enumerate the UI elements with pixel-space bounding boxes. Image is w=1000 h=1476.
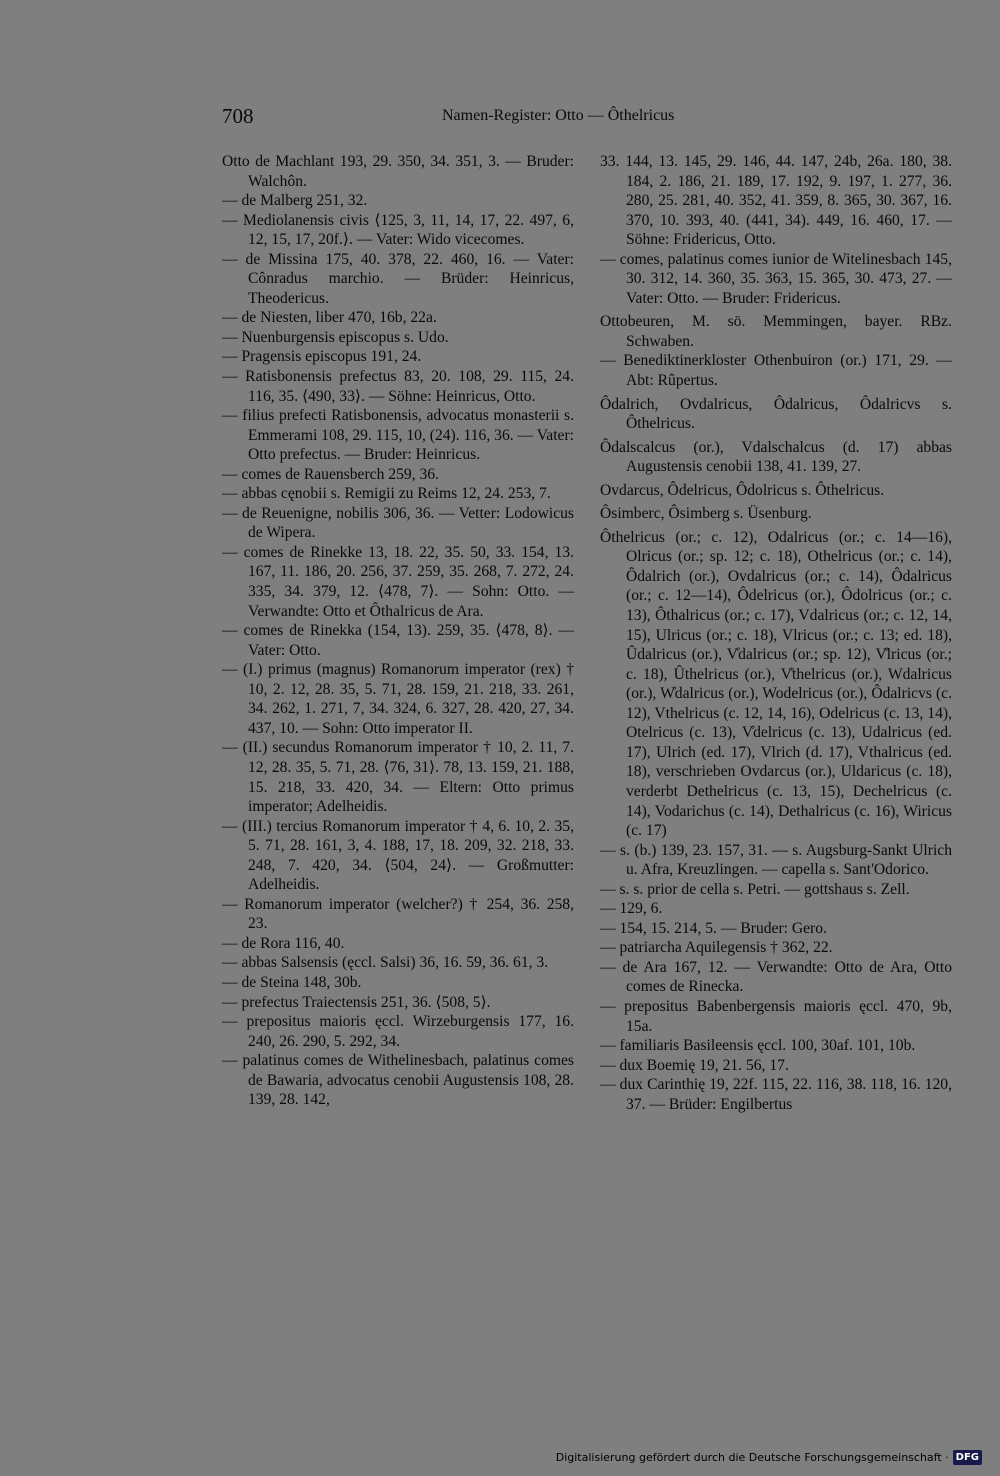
index-entry: — comes, palatinus comes iunior de Witelinesbach 145, 30. 312, 14. 360, 35. 363, 15. 365, 30. 473, 27. — Vater: Otto. — Bruder: Fridericus. [600,250,952,307]
index-entry: Ottobeuren, M. sö. Memmingen, bayer. RBz. Schwaben. [600,313,952,350]
index-entry: Otto de Machlant 193, 29. 350, 34. 351, 3. — Bruder: Walchôn. [222,153,574,190]
running-head: Namen-Register: Otto — Ôthelricus [442,107,675,124]
index-entry: Ôdalscalcus (or.), Vdalschalcus (d. 17) abbas Augustensis cenobii 138, 41. 139, 27. [600,438,952,476]
index-entry: — abbas cęnobii s. Remigii zu Reims 12, 24. 253, 7. [222,485,551,503]
index-entry: — dux Carinthię 19, 22f. 115, 22. 116, 38. 118, 16. 120, 37. — Brüder: Engilbertus [600,1076,952,1113]
index-entry: — (I.) primus (magnus) Romanorum imperator (rex) † 10, 2. 12, 28. 35, 5. 71, 28. 159, 21. 218, 33. 261, 34. 262, 1. 271, 7, 34. 324, 6. 327, 28. 420, 27, 34. 437, 10. — Sohn: Otto imperator II. [222,661,574,737]
index-entry: — Nuenburgensis episcopus s. Udo. [222,328,449,346]
index-entry: — (III.) tercius Romanorum imperator † 4, 6. 10, 2. 35, 5. 71, 28. 161, 3, 4. 188, 17, 18. 209, 32. 218, 33. 248, 7. 420, 34. ⟨504, 24⟩. — Großmutter: Adelheidis. [222,817,574,894]
index-entry: — Ratisbonensis prefectus 83, 20. 108, 29. 115, 24. 116, 35. ⟨490, 33⟩. — Söhne: Heinricus, Otto. [222,368,574,405]
index-entry: — de Ara 167, 12. — Verwandte: Otto de Ara, Otto comes de Rinecka. [600,958,952,996]
dfg-logo: DFG [953,1450,982,1465]
index-entry: — Pragensis episcopus 191, 24. [222,348,422,366]
index-entry: — comes de Rauensberch 259, 36. [222,465,439,483]
index-entry: — comes de Rinekke 13, 18. 22, 35. 50, 33. 154, 13. 167, 11. 186, 20. 256, 37. 259, 35. 268, 7. 272, 24. 335, 34. 379, 12. ⟨478, 7⟩. — Sohn: Otto. — Verwandte: Otto et Ôthalricus de Ara. [222,543,574,620]
index-entry: — 154, 15. 214, 5. — Bruder: Gero. [600,919,827,937]
index-entry: — abbas Salsensis (ęccl. Salsi) 36, 16. 59, 36. 61, 3. [222,954,549,972]
index-entry: — familiaris Basileensis ęccl. 100, 30af. 101, 10b. [600,1037,916,1055]
left-column [222,152,574,1110]
index-entry: — de Missina 175, 40. 378, 22. 460, 16. — Vater: Cônradus marchio. — Brüder: Heinricus, Theodericus. [222,250,574,307]
index-entry: — prepositus maioris ęccl. Wirzeburgensis 177, 16. 240, 26. 290, 5. 292, 34. [222,1013,574,1050]
page-header [222,104,954,132]
index-entry: — de Reuenigne, nobilis 306, 36. — Vetter: Lodowicus de Wipera. [222,504,574,542]
index-entry: — Benediktinerkloster Othenbuiron (or.) 171, 29. — Abt: Rûpertus. [600,352,952,390]
index-entry: — comes de Rinekka (154, 13). 259, 35. ⟨478, 8⟩. — Vater: Otto. [222,622,574,659]
index-entry: — prefectus Traiectensis 251, 36. ⟨508, 5⟩. [222,993,491,1011]
index-entry: — patriarcha Aquilegensis † 362, 22. [600,939,833,957]
index-entry: — (II.) secundus Romanorum imperator † 10, 2. 11, 7. 12, 28. 35, 5. 71, 28. ⟨76, 31⟩. 78, 13. 159, 21. 188, 15. 218, 33. 420, 34. — Eltern: Otto primus imperator; Adelheidis. [222,739,574,816]
index-entry: — palatinus comes de Withelinesbach, palatinus comes de Bawaria, advocatus cenobii Augustensis 108, 28. 139, 28. 142, [222,1052,574,1109]
index-entry: — Mediolanensis civis ⟨125, 3, 11, 14, 17, 22. 497, 6, 12, 15, 17, 20f.⟩. — Vater: Wido vicecomes. [222,211,574,249]
index-entry: — Romanorum imperator (welcher?) † 254, 36. 258, 23. [222,895,574,933]
index-entry: Ôsimberc, Ôsimberg s. Üsenburg. [600,505,812,523]
footer-credit: Digitalisierung gefördert durch die Deutsche Forschungsgemeinschaft · [555,1450,949,1464]
index-entry: — de Steina 148, 30b. [222,973,362,991]
right-column [600,152,952,1114]
index-entry: Ôdalrich, Ovdalricus, Ôdalricus, Ôdalricvs s. Ôthelricus. [600,395,952,433]
footer [556,1446,982,1468]
index-entry: — de Niesten, liber 470, 16b, 22a. [222,309,437,327]
index-entry: — de Rora 116, 40. [222,934,345,952]
index-entry: — de Malberg 251, 32. [222,192,368,210]
index-entry: — s. s. prior de cella s. Petri. — gottshaus s. Zell. [600,880,910,898]
index-entry: — prepositus Babenbergensis maioris ęccl. 470, 9b, 15a. [600,997,952,1035]
index-entry: — dux Boemię 19, 21. 56, 17. [600,1056,789,1074]
index-entry: — 129, 6. [600,900,663,918]
index-entry: — filius prefecti Ratisbonensis, advocatus monasterii s. Emmerami 108, 29. 115, 10, (24). 116, 36. — Vater: Otto prefectus. — Bruder: Heinricus. [222,407,574,464]
index-entry: 33. 144, 13. 145, 29. 146, 44. 147, 24b, 26a. 180, 38. 184, 2. 186, 21. 189, 17. 192, 9. 197, 1. 277, 36. 280, 25. 281, 40. 352, 41. 359, 8. 365, 30. 367, 16. 370, 10. 393, 40. (441, 34). 449, 16. 460, 17. — Söhne: Fridericus, Otto. [600,153,952,249]
index-entry: — s. (b.) 139, 23. 157, 31. — s. Augsburg-Sankt Ulrich u. Afra, Kreuzlingen. — capella s. Sant'Odorico. [600,841,952,879]
index-entry: Ovdarcus, Ôdelricus, Ôdolricus s. Ôthelricus. [600,481,885,499]
page-number: 708 [222,104,254,128]
index-entry: Ôthelricus (or.; c. 12), Odalricus (or.; c. 14—16), Olricus (or.; sp. 12; c. 18), Othelricus (or.; c. 14), Ôdalrich (or.), Ovdalricus (or.; c. 14), Ôdalricus (or.; c. 12—14), Ôdelricus (or.), Ôdolricus (or.; c. 13), Ôthalricus (or.; c. 17), Vdalricus (or.; c. 12, 14, 15), Ulricus (or.; c. 18), Vlricus (or.; c. 13; ed. 18), Ûdalricus (or.), V̊dalricus (or.; sp. 12), V̊lricus (or.; c. 18), Ûthelricus (or.), V̊thelricus (or.), Wdalricus (or.), W̊dalricus (or.), Wodelricus (or.), Ôdalricvs (c. 12), Vthelricus (c. 12, 14, 16), Odelricus (c. 13, 14), Otelricus (c. 13), V̊delricus (c. 13), Udalricus (ed. 17), Ulrich (ed. 17), Vlrich (d. 17), Vthalricus (ed. 18), verschrieben Ovdarcus (or.), Uldaricus (c. 18), verderbt Dethelricus (c. 13, 15), Dechelricus (c. 14), Vodarichus (c. 14), Dethalricus (c. 16), Wiricus (c. 17) [600,528,952,840]
